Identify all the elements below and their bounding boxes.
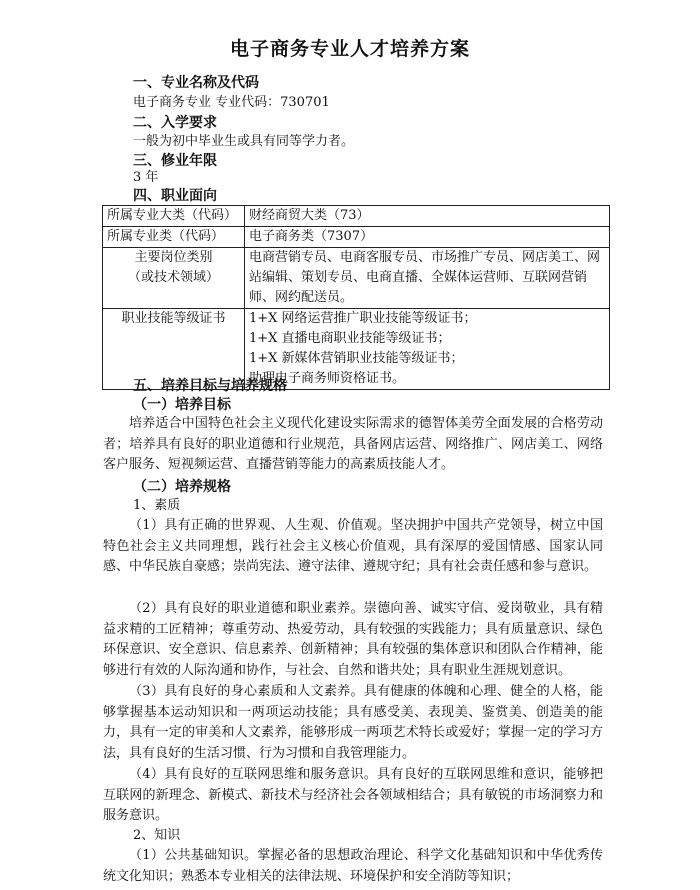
table-key-cell: 职业技能等级证书 [103,309,245,390]
table-row [103,248,610,309]
career-table [102,205,610,390]
table-value-cell: 电商营销专员、电商客服专员、市场推广专员、网店美工、网站编辑、策划专员、电商直播、全媒体运营师、互联网营销师、网约配送员。 [245,248,610,309]
table-key-cell: 所属专业大类（代码） [103,206,245,227]
table-key-cell: 所属专业类（代码） [103,227,245,248]
table-key-cell: 主要岗位类别 （或技术领域） [103,248,245,309]
quality-paragraph-1: （1）具有正确的世界观、人生观、价值观。坚决拥护中国共产党领导，树立中国特色社会主义共同理想，践行社会主义核心价值观，具有深厚的爱国情感、国家认同感、中华民族自豪感；崇尚宪法、遵守法律、遵规守纪；具有社会责任感和参与意识。 [103,518,603,575]
section-1-body: 电子商务专业 专业代码：730701 [133,95,330,110]
table-value-cell: 财经商贸大类（73） [245,206,610,227]
knowledge-paragraph-1: （1）公共基础知识。掌握必备的思想政治理论、科学文化基础知识和中华优秀传统文化知识；熟悉本专业相关的法律法规、环境保护和安全消防等知识； [103,848,603,884]
goal-paragraph: 培养适合中国特色社会主义现代化建设实际需求的德智体美劳全面发展的合格劳动者；培养具有良好的职业道德和行业规范，具备网店运营、网络推广、网店美工、网络客户服务、短视频运营、直播营销等能力的高素质技能人才。 [103,416,603,473]
document-title: 电子商务专业人才培养方案 [229,38,470,60]
table-row [103,206,610,227]
section-2-heading: 二、入学要求 [133,115,217,131]
section-3-body: 3 年 [133,170,159,185]
spec-heading: （二）培养规格 [133,479,231,495]
quality-heading: 1、素质 [133,498,181,513]
knowledge-heading: 2、知识 [133,828,181,843]
section-4-heading: 四、职业面向 [133,188,217,204]
section-5-heading: 五、培养目标与培养规格 [133,378,287,394]
quality-paragraph-2: （2）具有良好的职业道德和职业素养。崇德向善、诚实守信、爱岗敬业，具有精益求精的工匠精神；尊重劳动、热爱劳动，具有较强的实践能力；具有质量意识、绿色环保意识、安全意识、信息素养、创新精神；具有较强的集体意识和团队合作精神，能够进行有效的人际沟通和协作，与社会、自然和谐共处；具有职业生涯规划意识。 [103,601,603,679]
table-value-cell: 电子商务类（7307） [245,227,610,248]
section-3-heading: 三、修业年限 [133,153,217,169]
table-value-cell: 1+X 网络运营推广职业技能等级证书； 1+X 直播电商职业技能等级证书； 1+X 新媒体营销职业技能等级证书； 助理电子商务师资格证书。 [245,309,610,390]
quality-paragraph-4: （4）具有良好的互联网思维和服务意识。具有良好的互联网思维和意识，能够把互联网的新理念、新模式、新技术与经济社会各领域相结合；具有敏锐的市场洞察力和服务意识。 [103,767,603,824]
table-row [103,227,610,248]
section-2-body: 一般为初中毕业生或具有同等学力者。 [133,134,355,149]
section-1-heading: 一、专业名称及代码 [133,75,259,91]
quality-paragraph-3: （3）具有良好的身心素质和人文素养。具有健康的体魄和心理、健全的人格，能够掌握基本运动知识和一两项运动技能；具有感受美、表现美、鉴赏美、创造美的能力，具有一定的审美和人文素养，能够形成一两项艺术特长或爱好；掌握一定的学习方法，具有良好的生活习惯、行为习惯和自我管理能力。 [103,684,603,762]
goal-heading: （一）培养目标 [133,397,231,413]
